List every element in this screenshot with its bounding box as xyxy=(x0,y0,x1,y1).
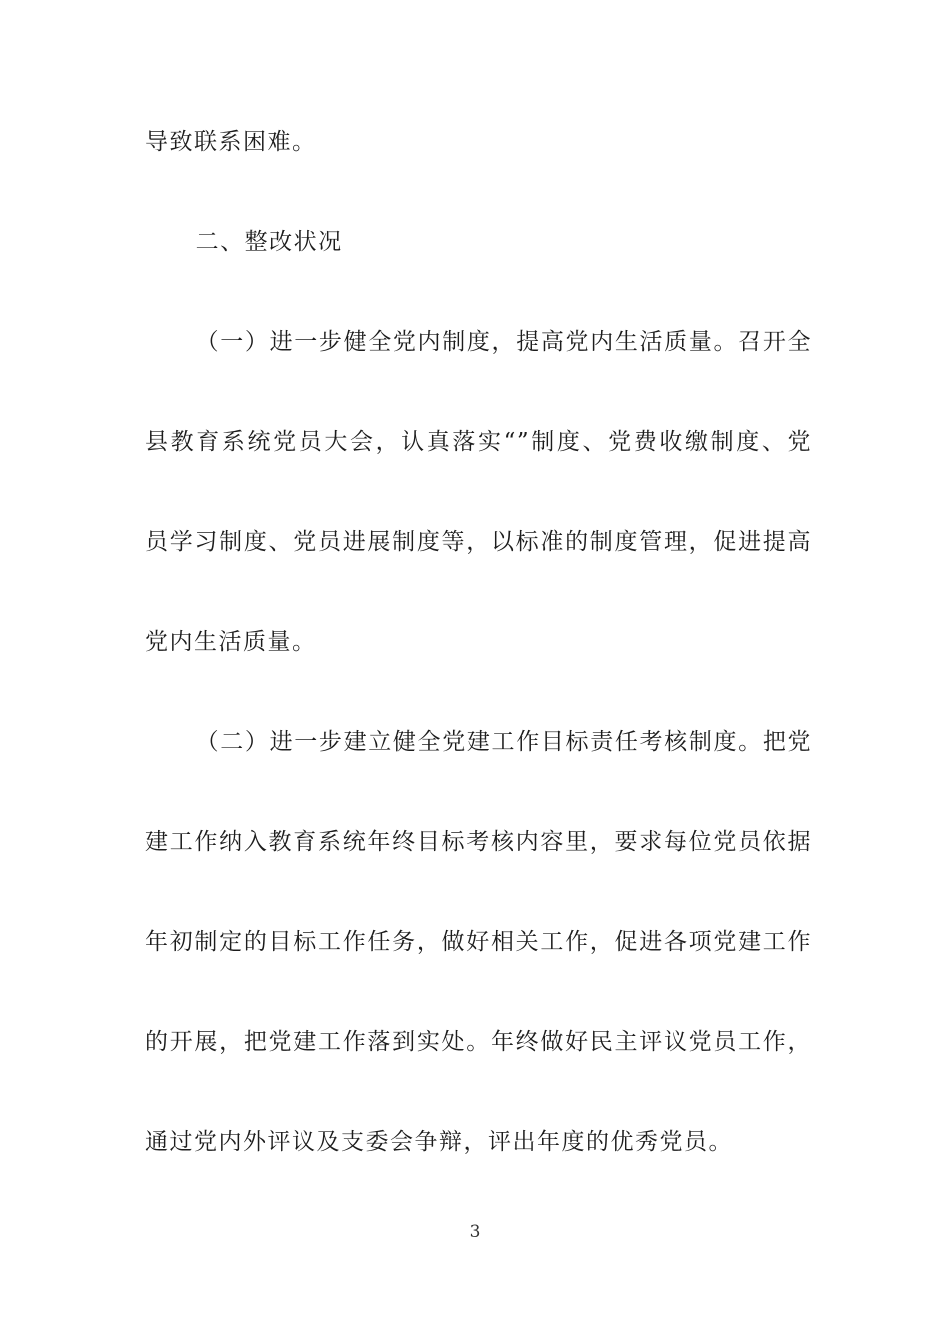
doc-line-section-heading: 二、整改状况 xyxy=(195,229,343,255)
doc-line: 县教育系统党员大会，认真落实“”制度、党费收缴制度、党 xyxy=(145,429,812,455)
doc-line: 年初制定的目标工作任务，做好相关工作，促进各项党建工作 xyxy=(145,929,812,955)
doc-line: 党内生活质量。 xyxy=(145,629,317,655)
doc-line: （二）进一步建立健全党建工作目标责任考核制度。把党 xyxy=(195,729,812,755)
doc-line: 员学习制度、党员进展制度等，以标准的制度管理，促进提高 xyxy=(145,529,812,555)
doc-line: 通过党内外评议及支委会争辩，评出年度的优秀党员。 xyxy=(145,1129,733,1155)
doc-line: （一）进一步健全党内制度，提高党内生活质量。召开全 xyxy=(195,329,812,355)
page-number: 3 xyxy=(469,1222,481,1242)
doc-line: 建工作纳入教育系统年终目标考核内容里，要求每位党员依据 xyxy=(145,829,812,855)
doc-line: 导致联系困难。 xyxy=(145,129,317,155)
doc-line: 的开展，把党建工作落到实处。年终做好民主评议党员工作， xyxy=(145,1029,812,1055)
